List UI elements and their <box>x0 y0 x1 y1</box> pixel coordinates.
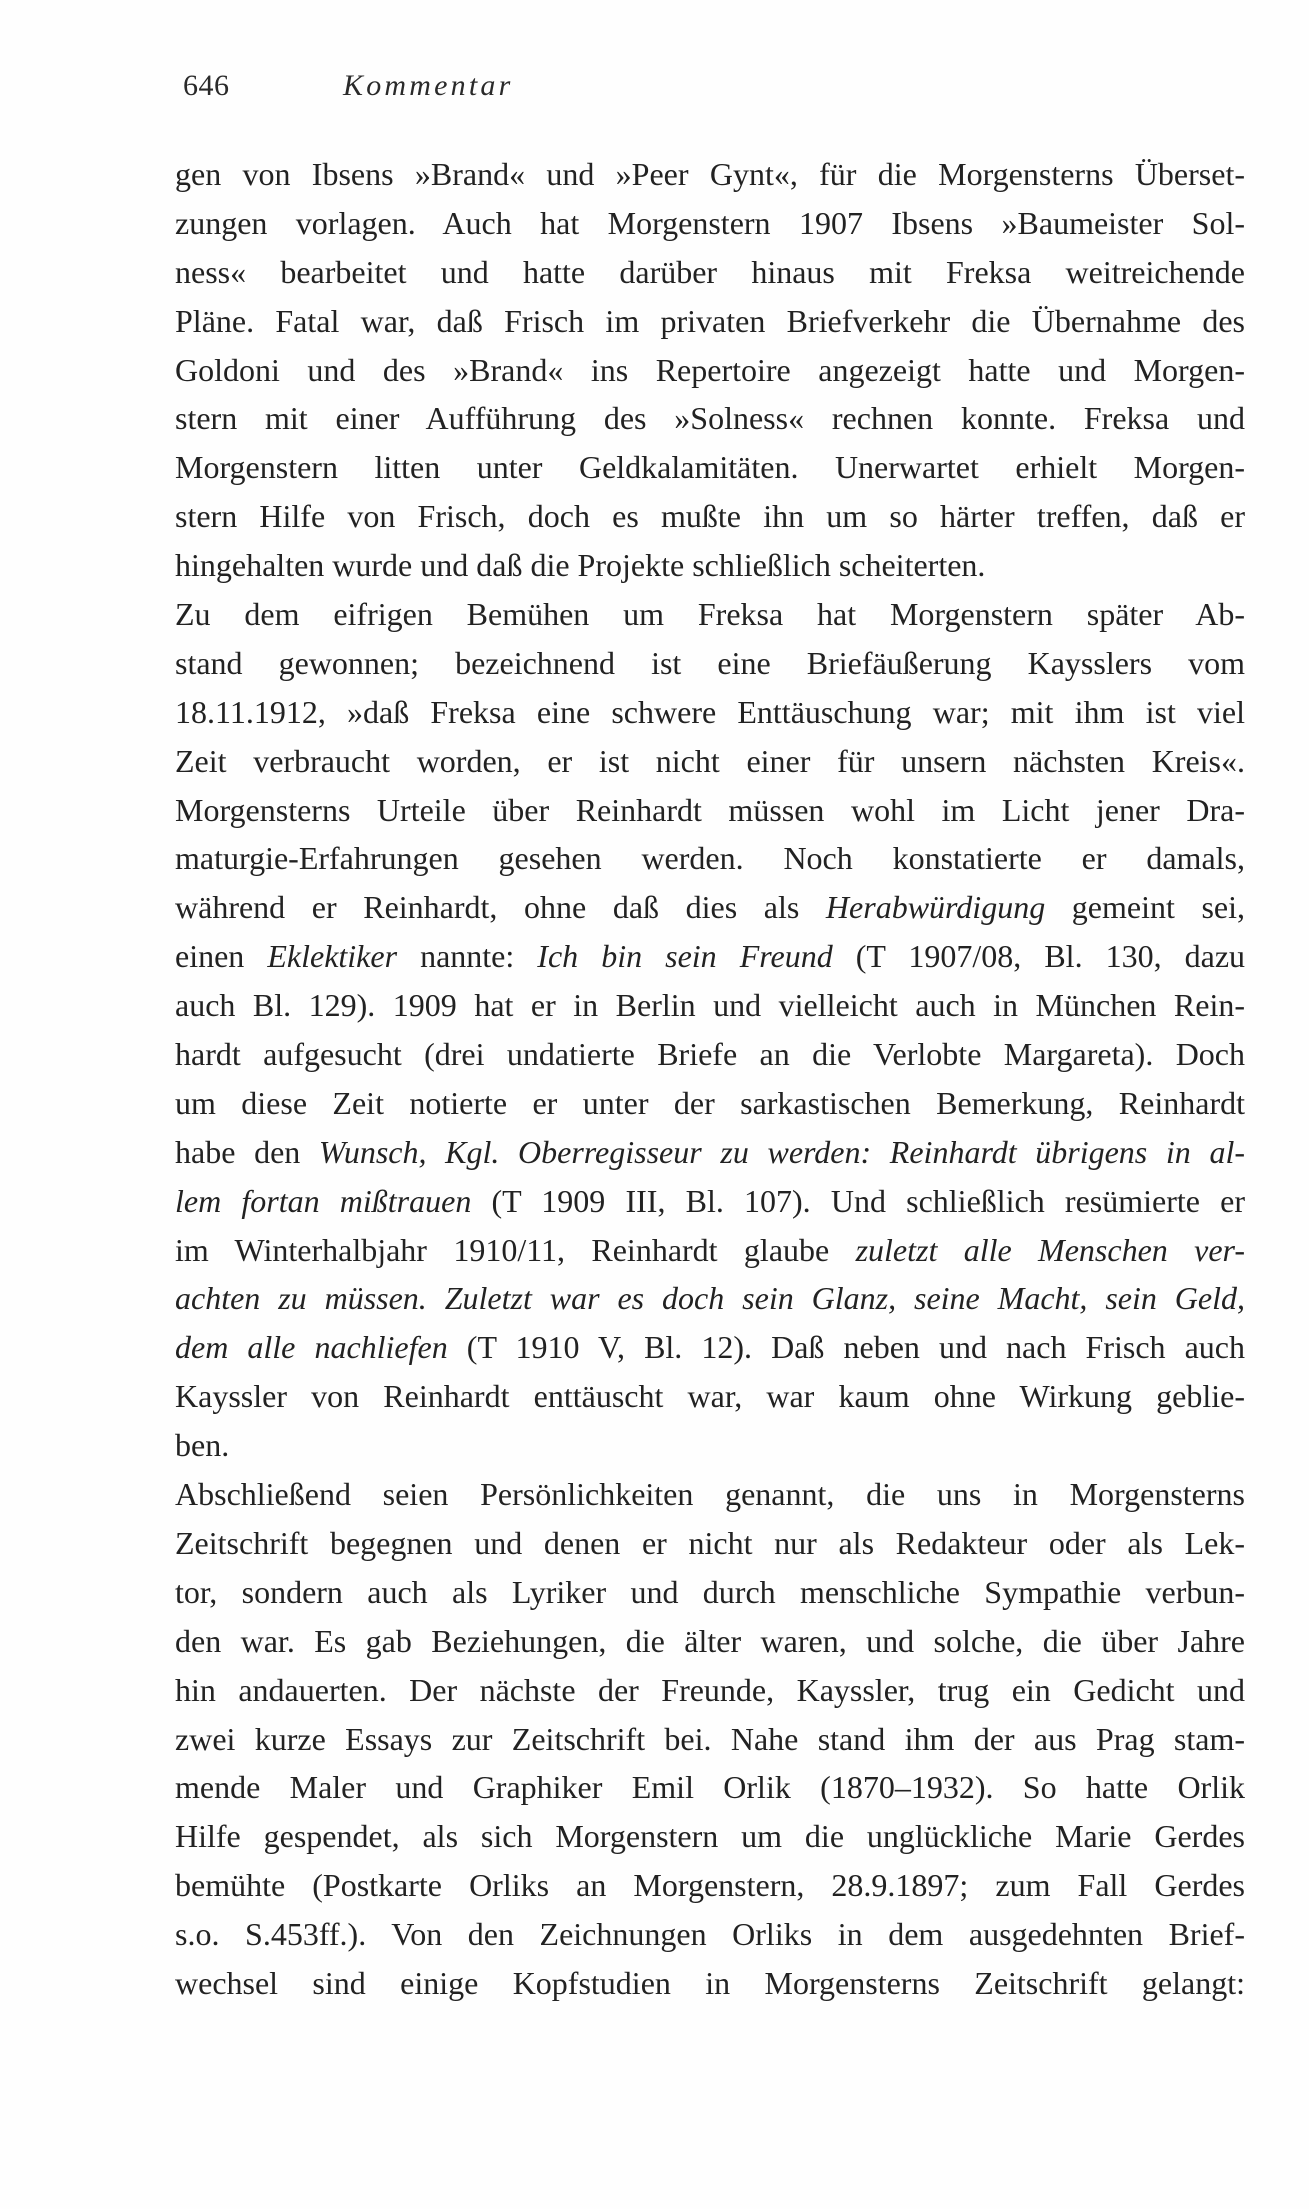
italic-text: zuletzt alle Menschen ver- <box>855 1231 1246 1268</box>
text-segment: um diese Zeit notierte er unter der sarkastischen Bemerkung, Reinhardt <box>175 1084 1245 1121</box>
italic-text: dem alle nachliefen <box>175 1329 448 1366</box>
text-line <box>175 883 1245 932</box>
text-line <box>175 590 1245 639</box>
text-segment: Zeitschrift begegnen und denen er nicht nur als Redakteur oder als Lek- <box>175 1524 1245 1561</box>
text-line <box>175 346 1245 395</box>
italic-text: Ich bin sein Freund <box>537 938 833 975</box>
text-segment: zwei kurze Essays zur Zeitschrift bei. Nahe stand ihm der aus Prag stam- <box>175 1720 1245 1757</box>
text-segment: (T 1909 III, Bl. 107). Und schließlich resümierte er <box>471 1182 1245 1219</box>
text-line <box>175 1323 1245 1372</box>
text-segment: Hilfe gespendet, als sich Morgenstern um die unglückliche Marie Gerdes <box>175 1818 1245 1855</box>
text-line <box>175 834 1245 883</box>
text-segment: zungen vorlagen. Auch hat Morgenstern 1907 Ibsens »Baumeister Sol- <box>175 204 1245 241</box>
text-segment: stern Hilfe von Frisch, doch es mußte ihn um so härter treffen, daß er <box>175 498 1245 535</box>
text-line <box>175 541 1245 590</box>
text-segment: gen von Ibsens »Brand« und »Peer Gynt«, für die Morgensterns Überset- <box>175 156 1245 192</box>
text-segment: s.o. S.453ff.). Von den Zeichnungen Orliks in dem ausgedehnten Brief- <box>175 1916 1245 1953</box>
text-line <box>175 150 1245 199</box>
italic-text: Eklektiker <box>267 938 398 975</box>
text-segment: maturgie-Erfahrungen gesehen werden. Noch konstatierte er damals, <box>175 840 1245 877</box>
text-line <box>175 1470 1245 1519</box>
text-segment: Goldoni und des »Brand« ins Repertoire angezeigt hatte und Morgen- <box>175 351 1245 388</box>
text-segment: 18.11.1912, »daß Freksa eine schwere Enttäuschung war; mit ihm ist viel <box>175 693 1245 730</box>
text-segment: hingehalten wurde und daß die Projekte schließlich scheiterten. <box>175 547 986 584</box>
text-line <box>175 1910 1245 1959</box>
text-line <box>175 1177 1245 1226</box>
italic-text: Herabwürdigung <box>825 889 1046 926</box>
text-line <box>175 1715 1245 1764</box>
text-segment: gemeint sei, <box>1045 889 1246 926</box>
text-line <box>175 297 1245 346</box>
text-segment: Zeit verbraucht worden, er ist nicht einer für unsern nächsten Kreis«. <box>175 742 1245 779</box>
text-segment: Pläne. Fatal war, daß Frisch im privaten Briefverkehr die Übernahme des <box>175 302 1245 339</box>
text-line <box>175 394 1245 443</box>
text-line <box>175 199 1245 248</box>
text-segment: ben. <box>175 1427 230 1464</box>
text-line <box>175 737 1245 786</box>
text-segment: habe den <box>175 1133 319 1170</box>
italic-text: lem fortan mißtrauen <box>175 1182 472 1219</box>
text-segment: wechsel sind einige Kopfstudien in Morgensterns Zeitschrift gelangt: <box>175 1964 1245 2001</box>
text-segment: Kayssler von Reinhardt enttäuscht war, war kaum ohne Wirkung geblie- <box>175 1378 1245 1415</box>
text-segment: auch Bl. 129). 1909 hat er in Berlin und vielleicht auch in München Rein- <box>175 987 1245 1024</box>
text-line <box>175 639 1245 688</box>
text-segment: nannte: <box>397 938 538 975</box>
text-segment: Morgensterns Urteile über Reinhardt müssen wohl im Licht jener Dra- <box>175 791 1245 828</box>
text-line <box>175 1128 1245 1177</box>
page-number: 646 <box>183 69 230 102</box>
text-line <box>175 1519 1245 1568</box>
text-line <box>175 1861 1245 1910</box>
text-segment: Zu dem eifrigen Bemühen um Freksa hat Morgenstern später Ab- <box>175 596 1245 633</box>
text-segment: im Winterhalbjahr 1910/11, Reinhardt glaube <box>175 1231 856 1268</box>
text-line <box>175 1666 1245 1715</box>
text-line <box>175 1568 1245 1617</box>
text-line <box>175 443 1245 492</box>
text-line <box>175 1421 1245 1470</box>
body-text <box>175 150 1245 2008</box>
text-line <box>175 688 1245 737</box>
text-segment: Abschließend seien Persönlichkeiten genannt, die uns in Morgensterns <box>175 1476 1245 1513</box>
text-line <box>175 786 1245 835</box>
text-line <box>175 492 1245 541</box>
running-head: Kommentar <box>343 69 514 102</box>
text-segment: hardt aufgesucht (drei undatierte Briefe an die Verlobte Margareta). Doch <box>175 1036 1245 1073</box>
text-segment: den war. Es gab Beziehungen, die älter waren, und solche, die über Jahre <box>175 1622 1245 1659</box>
text-line <box>175 1617 1245 1666</box>
text-line <box>175 1030 1245 1079</box>
text-segment: Morgenstern litten unter Geldkalamitäten. Unerwartet erhielt Morgen- <box>175 449 1245 486</box>
text-line <box>175 981 1245 1030</box>
text-segment: tor, sondern auch als Lyriker und durch menschliche Sympathie verbun- <box>175 1573 1245 1610</box>
text-line <box>175 1763 1245 1812</box>
text-line <box>175 1372 1245 1421</box>
text-segment: hin andauerten. Der nächste der Freunde, Kayssler, trug ein Gedicht und <box>175 1671 1245 1708</box>
text-segment: (T 1907/08, Bl. 130, dazu <box>832 938 1246 975</box>
text-line <box>175 1079 1245 1128</box>
text-line <box>175 1226 1245 1275</box>
text-segment: stern mit einer Aufführung des »Solness« rechnen konnte. Freksa und <box>175 400 1245 437</box>
text-segment: bemühte (Postkarte Orliks an Morgenstern, 28.9.1897; zum Fall Gerdes <box>175 1867 1245 1904</box>
text-segment: während er Reinhardt, ohne daß dies als <box>175 889 826 926</box>
text-line <box>175 1959 1245 2008</box>
italic-text: Wunsch, Kgl. Oberregisseur zu werden: Reinhardt übrigens in al- <box>318 1133 1245 1170</box>
text-segment: (T 1910 V, Bl. 12). Daß neben und nach Frisch auch <box>447 1329 1246 1366</box>
text-segment: mende Maler und Graphiker Emil Orlik (1870–1932). So hatte Orlik <box>175 1769 1245 1806</box>
text-segment: ness« bearbeitet und hatte darüber hinaus mit Freksa weitreichende <box>175 253 1245 290</box>
text-segment: stand gewonnen; bezeichnend ist eine Briefäußerung Kaysslers vom <box>175 644 1245 681</box>
text-line <box>175 248 1245 297</box>
italic-text: achten zu müssen. Zuletzt war es doch sein Glanz, seine Macht, sein Geld, <box>175 1280 1245 1317</box>
text-line <box>175 1812 1245 1861</box>
text-line <box>175 932 1245 981</box>
text-line <box>175 1274 1245 1323</box>
text-segment: einen <box>175 938 268 975</box>
